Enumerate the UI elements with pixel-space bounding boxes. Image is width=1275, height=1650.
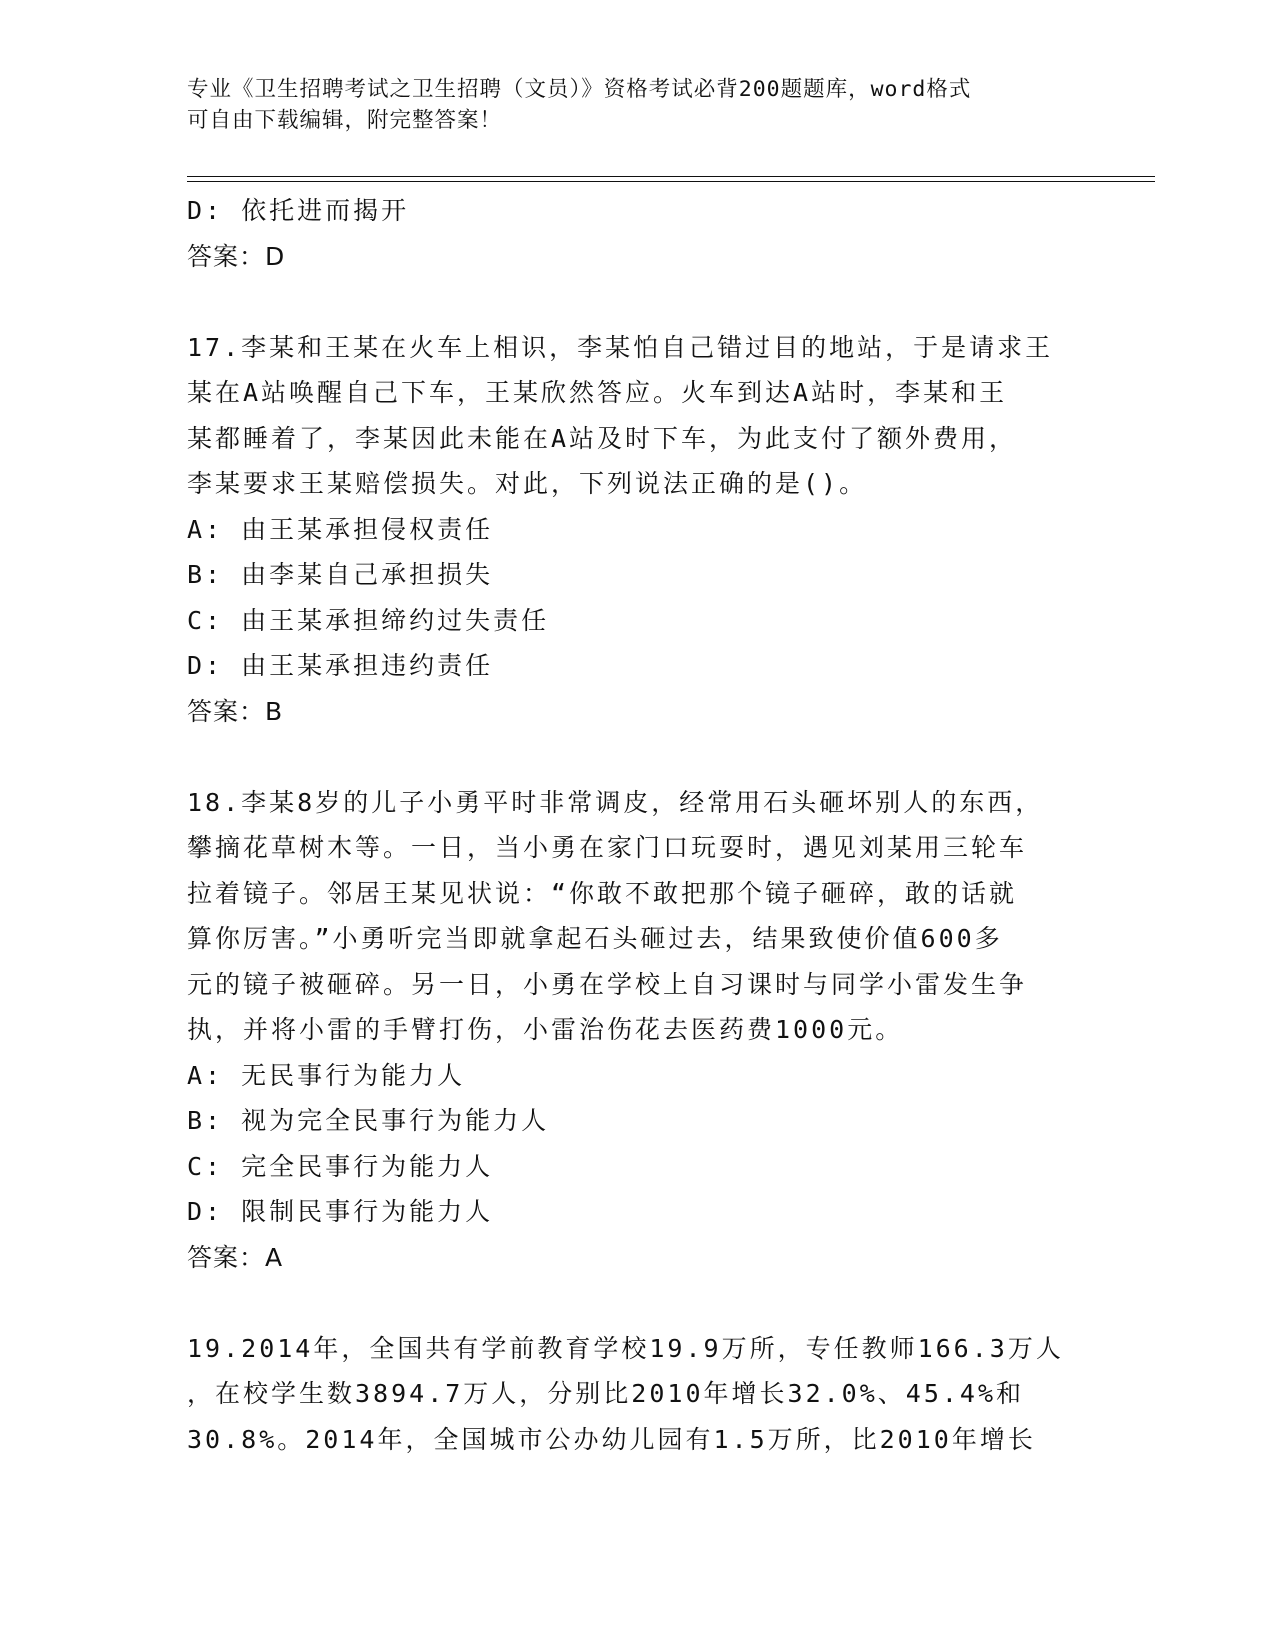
option-c: C: 完全民事行为能力人 [187,1151,494,1181]
spacer [187,1280,1087,1326]
question-stem-line: 30.8%。2014年，全国城市公办幼儿园有1.5万所，比2010年增长 [187,1424,1036,1454]
question-stem-line: 拉着镜子。邻居王某见状说：“你敢不敢把那个镜子砸碎，敢的话就 [187,878,1018,908]
option-c: C: 由王某承担缔约过失责任 [187,605,550,635]
spacer [187,734,1087,780]
question-stem-line: 某在A站唤醒自己下车，王某欣然答应。火车到达A站时，李某和王 [187,378,1008,407]
question-stem-line: 17.李某和王某在火车上相识，李某怕自己错过目的地站，于是请求王 [187,332,1054,362]
answer-line: 答案：A [187,1242,284,1272]
question-stem-line: 李某要求王某赔偿损失。对此，下列说法正确的是()。 [187,469,868,498]
question-stem-line: 某都睡着了，李某因此未能在A站及时下车，为此支付了额外费用， [187,423,1018,453]
question-stem-line: 18.李某8岁的儿子小勇平时非常调皮，经常用石头砸坏别人的东西， [187,787,1044,817]
option-d: D: 依托进而揭开 [187,196,410,225]
header-note [187,74,1087,136]
option-d: D: 由王某承担违约责任 [187,651,494,680]
option-a: A: 无民事行为能力人 [187,1060,466,1090]
option-d: D: 限制民事行为能力人 [187,1197,494,1226]
question-content [187,188,1087,1462]
question-18 [187,780,1087,1281]
spacer [187,279,1087,325]
option-b: B: 由李某自己承担损失 [187,560,494,589]
header-divider [187,181,1155,182]
answer-line: 答案：B [187,696,284,726]
question-stem-line: 攀摘花草树木等。一日，当小勇在家门口玩耍时，遇见刘某用三轮车 [187,833,1028,862]
option-a: A: 由王某承担侵权责任 [187,514,494,544]
header-note-line: 可自由下载编辑，附完整答案！ [187,108,503,133]
answer-line: 答案：D [187,241,286,271]
question-stem-line: ，在校学生数3894.7万人，分别比2010年增长32.0%、45.4%和 [187,1379,1025,1408]
option-b: B: 视为完全民事行为能力人 [187,1106,550,1135]
question-stem-line: 执，并将小雷的手臂打伤，小雷治伤花去医药费1000元。 [187,1015,904,1044]
question-17 [187,325,1087,735]
question-stem-line: 元的镜子被砸碎。另一日，小勇在学校上自习课时与同学小雷发生争 [187,969,1028,999]
header-note-line: 专业《卫生招聘考试之卫生招聘（文员）》资格考试必背200题题库，word格式 [187,77,972,102]
header-divider [187,176,1155,177]
question-stem-line: 算你厉害。”小勇听完当即就拿起石头砸过去，结果致使价值600多 [187,924,1003,953]
question-stem-line: 19.2014年，全国共有学前教育学校19.9万所，专任教师166.3万人 [187,1333,1064,1363]
question-19 [187,1326,1087,1463]
